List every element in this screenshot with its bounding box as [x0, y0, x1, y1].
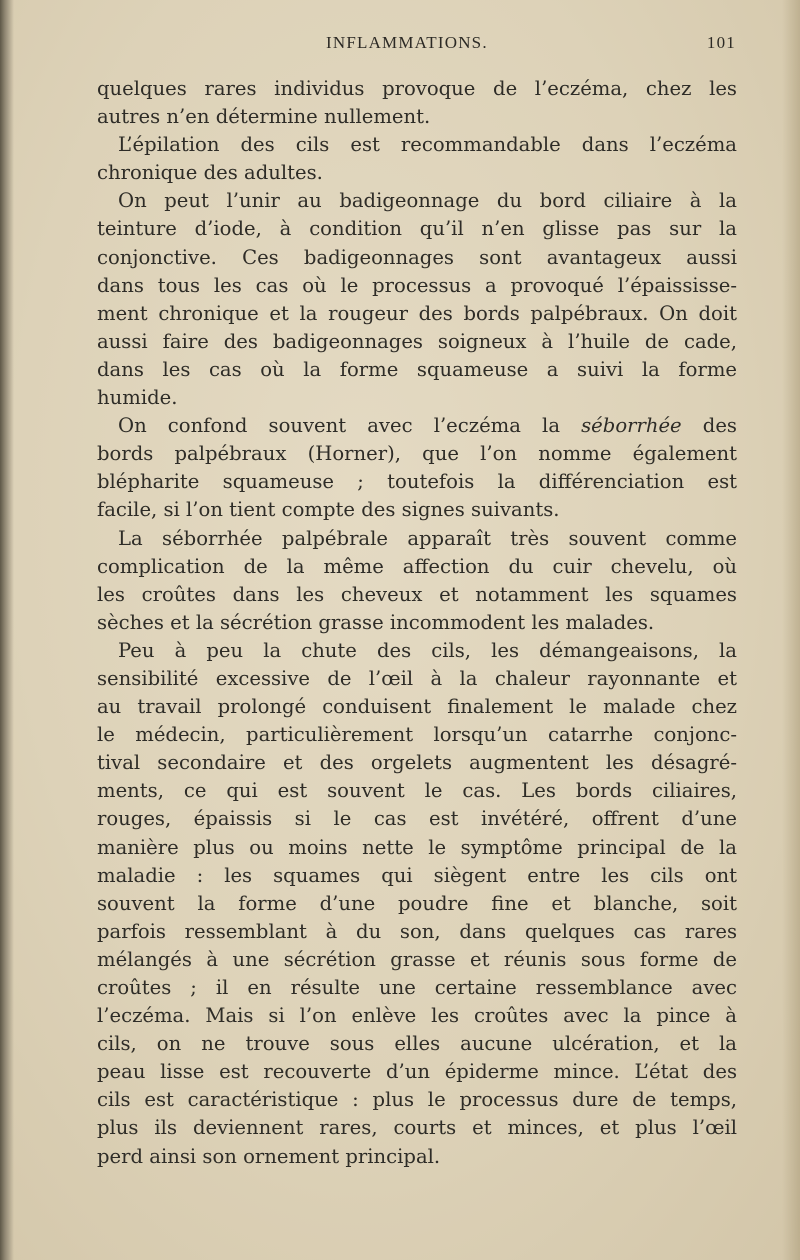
text-line: plus ils deviennent rares, courts et minces, et plus l’œil [97, 1116, 737, 1140]
text-line: souvent la forme d’une poudre fine et blanche, soit [97, 891, 737, 915]
text-line: au travail prolongé conduisent finalement le malade chez [97, 695, 737, 719]
text-line: teinture d’iode, à condition qu’il n’en glisse pas sur la [97, 217, 737, 241]
text-line: cils est caractéristique : plus le processus dure de temps, [97, 1088, 737, 1112]
text-line: parfois ressemblant à du son, dans quelques cas rares [97, 919, 737, 943]
text-line: les croûtes dans les cheveux et notamment les squames [97, 582, 737, 606]
text-line: autres n’en détermine nullement. [97, 105, 431, 129]
text-line: humide. [97, 386, 178, 410]
text-line: facile, si l’on tient compte des signes suivants. [97, 498, 560, 522]
text-line: cils, on ne trouve sous elles aucune ulcération, et la [97, 1032, 737, 1056]
body-text [97, 75, 737, 1171]
text-line: blépharite squameuse ; toutefois la différenciation est [97, 470, 737, 494]
text-line: ment chronique et la rougeur des bords palpébraux. On doit [97, 301, 737, 325]
text-line: manière plus ou moins nette le symptôme principal de la [97, 835, 737, 859]
text-line: ments, ce qui est souvent le cas. Les bords ciliaires, [97, 779, 737, 803]
text-line: mélangés à une sécrétion grasse et réunis sous forme de [97, 947, 737, 971]
text-line: dans tous les cas où le processus a provoqué l’épaississe- [97, 273, 737, 297]
running-head [96, 33, 736, 57]
text-line: le médecin, particulièrement lorsqu’un catarrhe conjonc- [97, 723, 737, 747]
binding-shadow [0, 0, 14, 1260]
text-line: croûtes ; il en résulte une certaine ressemblance avec [97, 976, 737, 999]
text-line: l’eczéma. Mais si l’on enlève les croûtes avec la pince à [97, 1004, 737, 1028]
text-line: complication de la même affection du cuir chevelu, où [97, 554, 737, 578]
text-line: maladie : les squames qui siègent entre les cils ont [97, 863, 737, 887]
page-edge-shading [782, 0, 800, 1260]
text-segment: On confond souvent avec l’eczéma la [118, 414, 560, 438]
text-line: chronique des adultes. [97, 161, 323, 185]
text-line: peau lisse est recouverte d’un épiderme mince. L’état des [97, 1060, 737, 1084]
text-line: conjonctive. Ces badigeonnages sont avantageux aussi [97, 245, 737, 269]
page-number: 101 [706, 33, 736, 52]
text-line: bords palpébraux (Horner), que l’on nomme également [97, 442, 737, 466]
text-line: sensibilité excessive de l’œil à la chaleur rayonnante et [97, 666, 737, 690]
text-line-with-emphasis [97, 412, 737, 440]
text-segment: des [702, 414, 737, 438]
text-line: Peu à peu la chute des cils, les démangeaisons, la [118, 638, 737, 662]
text-line: tival secondaire et des orgelets augmentent les désagré- [97, 751, 737, 775]
running-title: INFLAMMATIONS. [326, 33, 488, 52]
text-line: La séborrhée palpébrale apparaît très souvent comme [118, 526, 737, 550]
text-line: L’épilation des cils est recommandable dans l’eczéma [118, 133, 737, 157]
text-line: On peut l’unir au badigeonnage du bord ciliaire à la [118, 189, 737, 213]
text-line: dans les cas où la forme squameuse a suivi la forme [97, 357, 737, 381]
text-line: sèches et la sécrétion grasse incommodent les malades. [97, 610, 655, 634]
text-line: rouges, épaissis si le cas est invétéré, offrent d’une [97, 807, 737, 831]
text-line: quelques rares individus provoque de l’eczéma, chez les [97, 77, 737, 100]
emphasized-term: séborrhée [581, 414, 682, 438]
text-line: aussi faire des badigeonnages soigneux à l’huile de cade, [97, 329, 737, 353]
text-line: perd ainsi son ornement principal. [97, 1144, 441, 1168]
